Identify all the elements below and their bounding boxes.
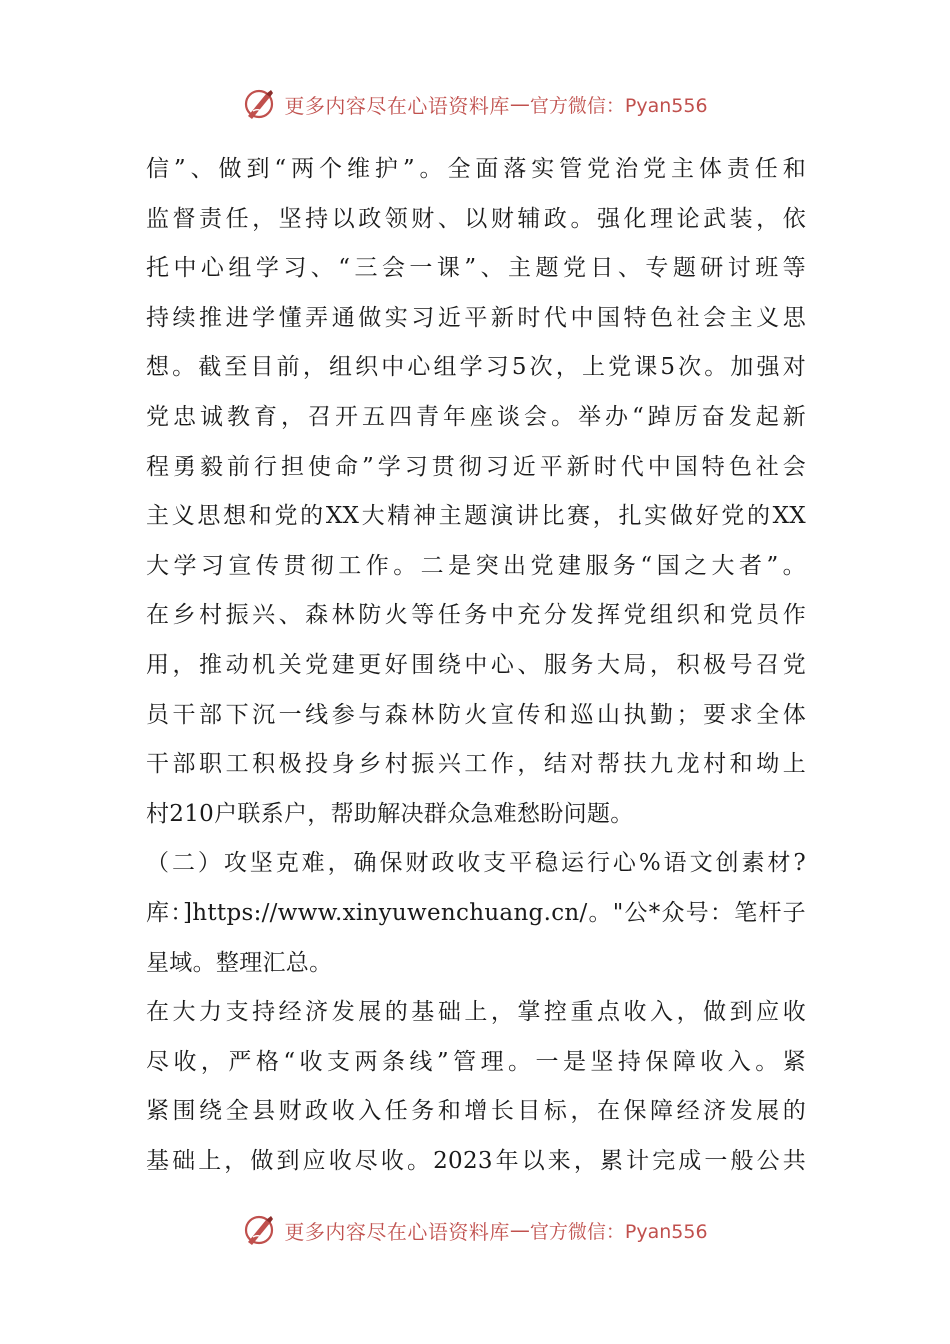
body-line: 干部职工积极投身乡村振兴工作，结对帮扶九龙村和坳上 <box>146 751 806 778</box>
body-line: 主义思想和党的XX大精神主题演讲比赛，扎实做好党的XX <box>146 503 806 530</box>
body-line: 大学习宣传贯彻工作。二是突出党建服务“国之大者”。 <box>146 552 806 579</box>
body-line: 库：]https://www.xinyuwenchuang.cn/。"公*众号：笔杆子 <box>146 899 806 926</box>
pen-logo-icon <box>242 86 278 122</box>
pen-logo-icon <box>242 1212 278 1248</box>
body-line: 村210户联系户，帮助解决群众急难愁盼问题。 <box>146 800 634 827</box>
body-line: 紧围绕全县财政收入任务和增长目标，在保障经济发展的 <box>146 1098 806 1125</box>
body-line: 尽收，严格“收支两条线”管理。一是坚持保障收入。紧 <box>146 1048 806 1075</box>
body-line: 用，推动机关党建更好围绕中心、服务大局，积极号召党 <box>146 651 806 678</box>
footer-dash: — <box>509 1218 530 1242</box>
body-line: 在大力支持经济发展的基础上，掌控重点收入，做到应收 <box>146 999 806 1026</box>
body-line: 基础上，做到应收尽收。2023年以来，累计完成一般公共 <box>146 1147 806 1174</box>
body-line: 党忠诚教育，召开五四青年座谈会。举办“踔厉奋发起新 <box>146 403 806 430</box>
body-line: 在乡村振兴、森林防火等任务中充分发挥党组织和党员作 <box>146 602 806 629</box>
body-line: 员干部下沉一线参与森林防火宣传和巡山执勤；要求全体 <box>146 701 806 728</box>
body-line: 托中心组学习、“三会一课”、主题党日、专题研讨班等 <box>146 255 806 282</box>
body-line: 持续推进学懂弄通做实习近平新时代中国特色社会主义思 <box>146 304 806 331</box>
header-site-text: 更多内容尽在心语资料库 <box>284 93 510 118</box>
body-line: （二）攻坚克难，确保财政收支平稳运行心%语文创素材? <box>146 850 806 877</box>
body-line: 星域。整理汇总。 <box>146 949 333 976</box>
footer-banner <box>0 1208 950 1252</box>
footer-site-text: 更多内容尽在心语资料库 <box>284 1219 510 1244</box>
header-dash: — <box>509 92 530 116</box>
body-line: 程勇毅前行担使命”学习贯彻习近平新时代中国特色社会 <box>146 453 806 480</box>
body-line: 信”、做到“两个维护”。全面落实管党治党主体责任和 <box>146 156 806 182</box>
header-contact-text: 官方微信：Pyan556 <box>529 94 708 117</box>
body-line: 想。截至目前，组织中心组学习5次，上党课5次。加强对 <box>146 354 806 381</box>
document-body <box>146 145 806 1186</box>
body-line: 监督责任，坚持以政领财、以财辅政。强化理论武装，依 <box>146 205 806 232</box>
footer-contact-text: 官方微信：Pyan556 <box>529 1220 708 1243</box>
header-banner <box>0 82 950 126</box>
